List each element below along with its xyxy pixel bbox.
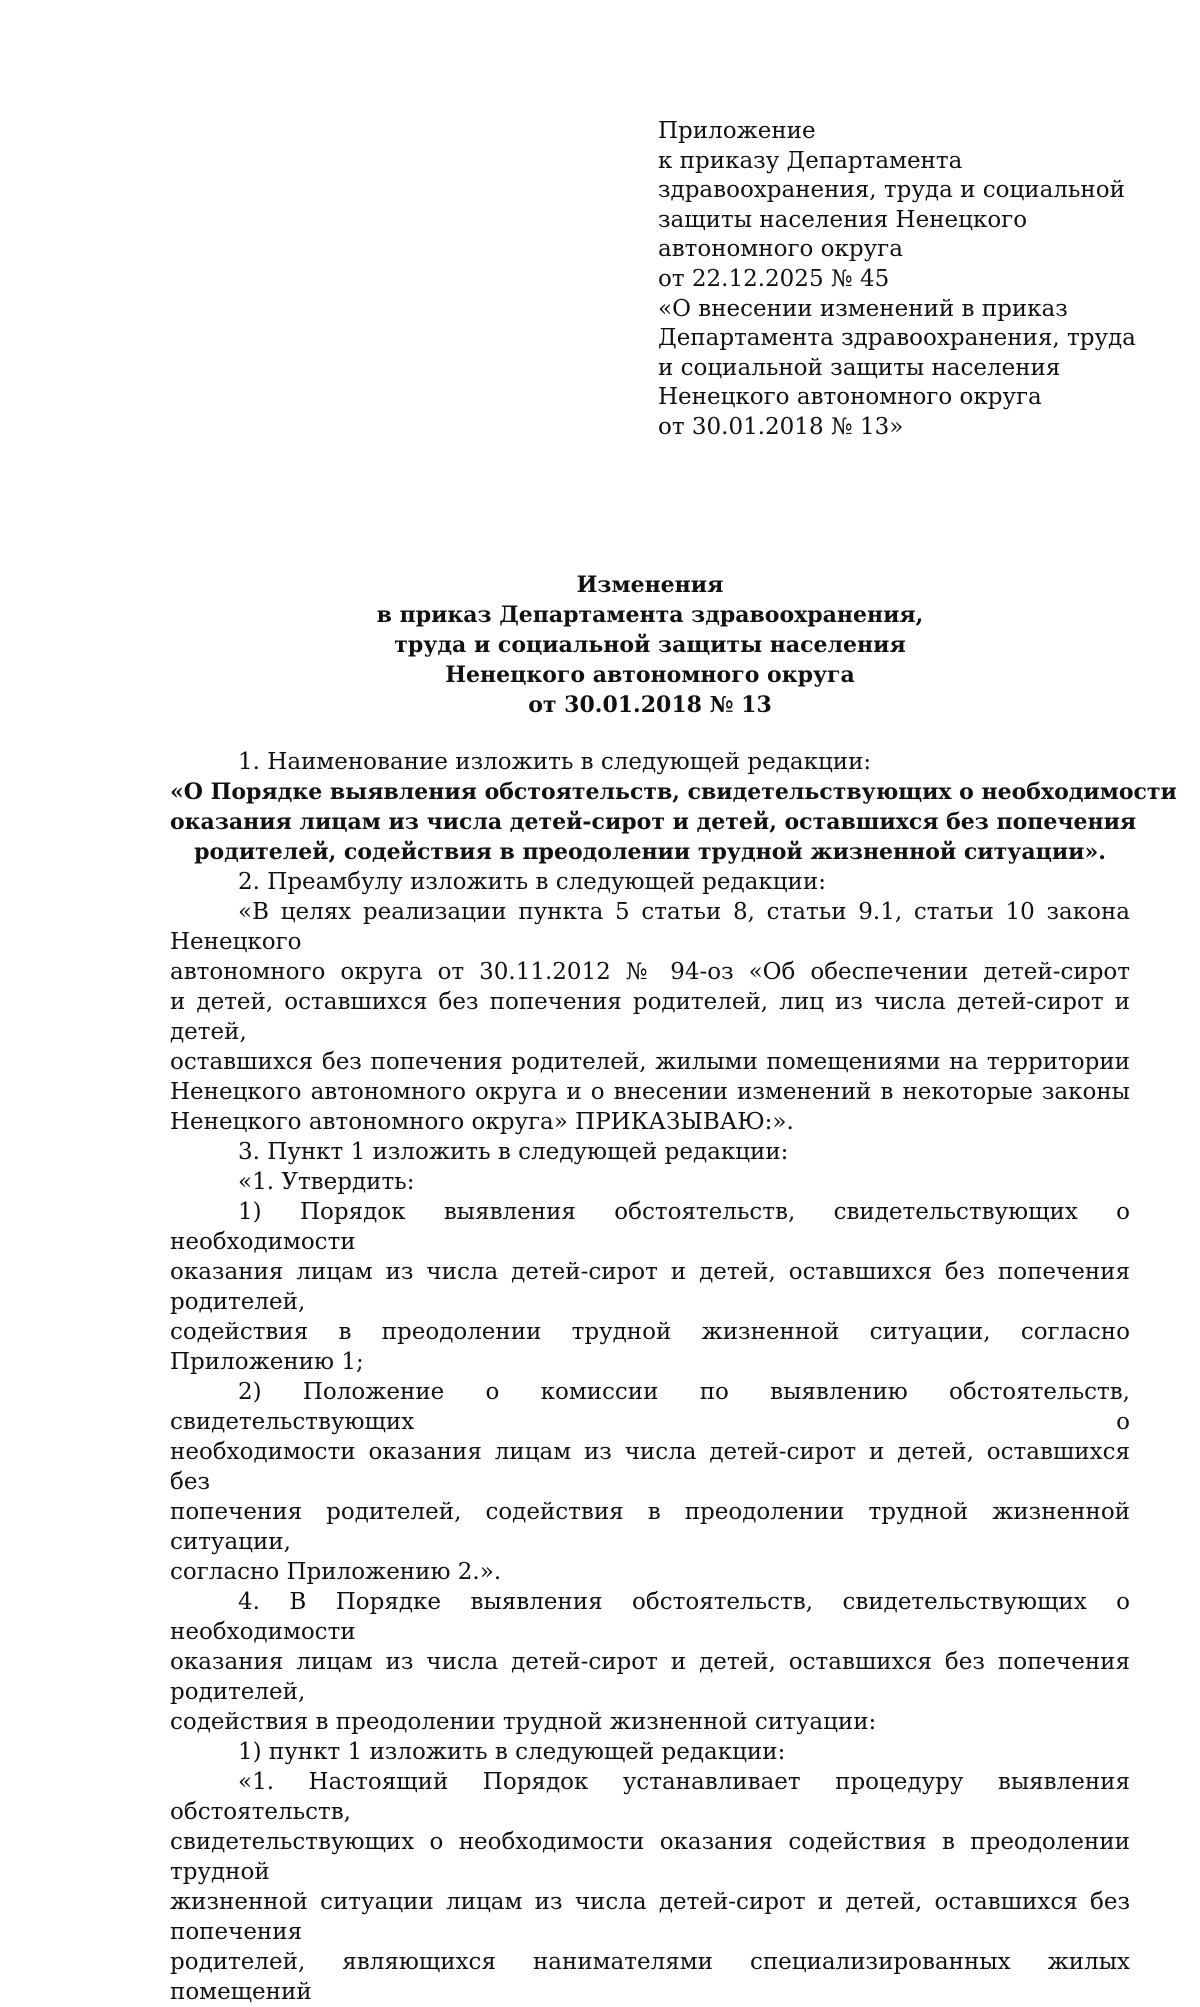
- sub-line: необходимости оказания лицам из числа детей-сирот и детей, оставшихся без: [170, 1439, 1130, 1495]
- title-line: от 30.01.2018 № 13: [528, 692, 772, 718]
- sub-line: оказания лицам из числа детей-сирот и детей, оставшихся без попечения родителей,: [170, 1259, 1130, 1315]
- sub-line: содействия в преодолении трудной жизненной ситуации, согласно Приложению 1;: [170, 1319, 1130, 1375]
- title-line: Ненецкого автономного округа: [445, 662, 855, 688]
- quote-line: жизненной ситуации лицам из числа детей-сирот и детей, оставшихся без попечения: [170, 1889, 1130, 1945]
- item-2: 2. Преамбулу изложить в следующей редакции:: [238, 869, 826, 895]
- title-line: Изменения: [576, 572, 724, 598]
- appendix-line: Ненецкого автономного округа: [658, 384, 1042, 411]
- quote-line: Ненецкого автономного округа и о внесении изменений в некоторые законы: [170, 1079, 1130, 1105]
- quote-line: и детей, оставшихся без попечения родителей, лиц из числа детей-сирот и детей,: [170, 989, 1130, 1045]
- quote-line: родителей, содействия в преодолении трудной жизненной ситуации».: [194, 839, 1106, 865]
- document-title: [170, 570, 1130, 720]
- item-3-approve: «1. Утвердить:: [238, 1169, 415, 1195]
- appendix-header: [658, 117, 1138, 443]
- item-3-sub-2: [170, 1377, 1130, 1587]
- quote-line: «О Порядке выявления обстоятельств, свидетельствующих о необходимости: [170, 779, 1177, 805]
- item-1: 1. Наименование изложить в следующей редакции:: [238, 749, 872, 775]
- appendix-line: от 30.01.2018 № 13»: [658, 413, 904, 440]
- appendix-line: от 22.12.2025 № 45: [658, 265, 890, 292]
- quote-line: оказания лицам из числа детей-сирот и детей, оставшихся без попечения: [170, 809, 1137, 835]
- quote-line: оставшихся без попечения родителей, жилыми помещениями на территории: [170, 1049, 1130, 1075]
- quote-line: свидетельствующих о необходимости оказания содействия в преодолении трудной: [170, 1829, 1130, 1885]
- appendix-line: защиты населения Ненецкого: [658, 206, 1028, 233]
- item-4-quote: [170, 1767, 1130, 2007]
- sub-line: 2) Положение о комиссии по выявлению обстоятельств, свидетельствующих о: [170, 1379, 1130, 1435]
- item-3: 3. Пункт 1 изложить в следующей редакции:: [238, 1139, 789, 1165]
- sub-line: 1) Порядок выявления обстоятельств, свидетельствующих о необходимости: [170, 1199, 1130, 1255]
- document-body: [170, 747, 1177, 2007]
- appendix-line: и социальной защиты населения: [658, 354, 1061, 381]
- item-1-quote: [170, 777, 1177, 867]
- item-3-sub-1: [170, 1197, 1130, 1377]
- item-4-line: оказания лицам из числа детей-сирот и детей, оставшихся без попечения родителей,: [170, 1649, 1130, 1705]
- quote-line: родителей, являющихся нанимателями специализированных жилых помещений: [170, 1949, 1130, 2005]
- quote-line: автономного округа от 30.11.2012 № 94-оз «Об обеспечении детей-сирот: [170, 959, 1130, 985]
- title-line: в приказ Департамента здравоохранения,: [376, 602, 924, 628]
- quote-line: Ненецкого автономного округа» ПРИКАЗЫВАЮ:».: [170, 1109, 794, 1135]
- appendix-line: Департамента здравоохранения, труда: [658, 325, 1136, 352]
- item-2-quote: [170, 897, 1130, 1137]
- quote-line: «1. Настоящий Порядок устанавливает процедуру выявления обстоятельств,: [170, 1769, 1130, 1825]
- appendix-line: «О внесении изменений в приказ: [658, 295, 1068, 322]
- appendix-line: автономного округа: [658, 236, 903, 263]
- item-4-sub-1: 1) пункт 1 изложить в следующей редакции:: [238, 1739, 786, 1765]
- sub-line: попечения родителей, содействия в преодолении трудной жизненной ситуации,: [170, 1499, 1130, 1555]
- sub-line: согласно Приложению 2.».: [170, 1559, 502, 1585]
- item-4-line: содействия в преодолении трудной жизненной ситуации:: [170, 1709, 877, 1735]
- appendix-line: к приказу Департамента: [658, 147, 963, 174]
- title-line: труда и социальной защиты населения: [394, 632, 906, 658]
- appendix-line: здравоохранения, труда и социальной: [658, 177, 1125, 204]
- item-4: [170, 1587, 1130, 1737]
- appendix-line: Приложение: [658, 118, 816, 144]
- item-4-line: 4. В Порядке выявления обстоятельств, свидетельствующих о необходимости: [170, 1589, 1130, 1645]
- quote-line: «В целях реализации пункта 5 статьи 8, статьи 9.1, статьи 10 закона Ненецкого: [170, 899, 1130, 955]
